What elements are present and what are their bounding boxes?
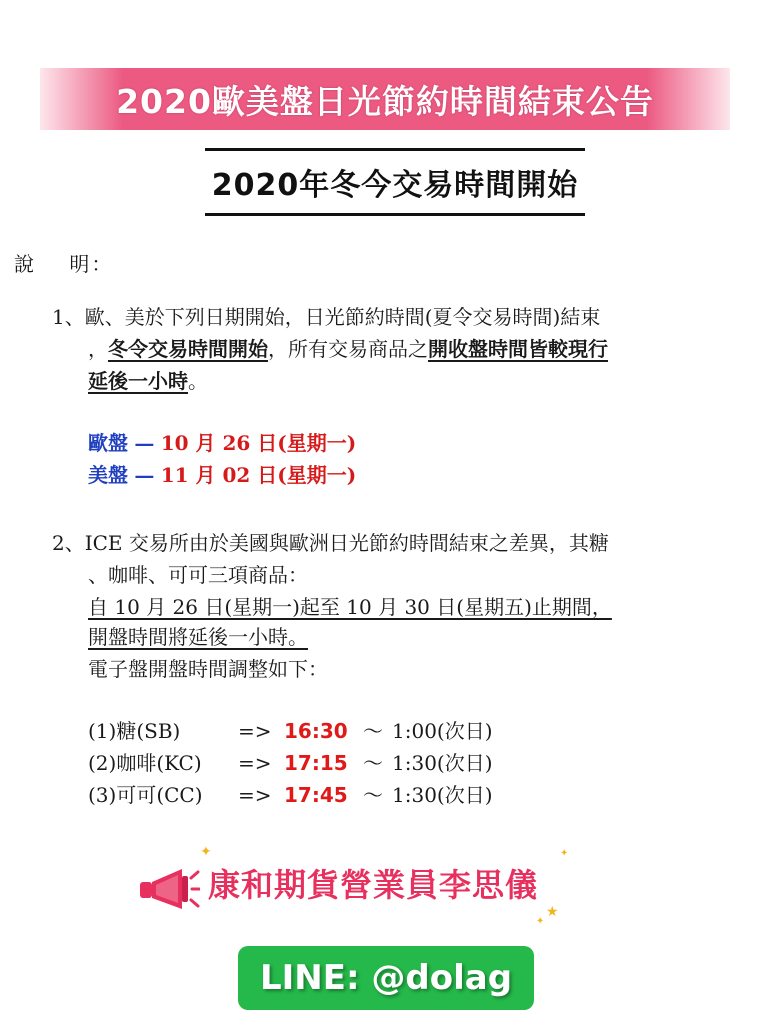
product-close-time: 1:30(次日)	[392, 783, 493, 807]
product-tilde: ～	[363, 751, 383, 775]
product-arrow: =>	[238, 783, 272, 807]
sparkle-icon: ★	[546, 904, 559, 920]
schedule-row-europe	[88, 428, 356, 458]
item1-open-close-times: 開收盤時間皆較現行	[428, 337, 608, 361]
product-tilde: ～	[363, 783, 383, 807]
item1-winter-hours-start: 冬令交易時間開始	[108, 337, 268, 361]
item1-line2-prefix: ，	[88, 337, 108, 361]
item2-line2: 、咖啡、可可三項商品：	[88, 563, 308, 587]
megaphone-icon	[138, 866, 200, 912]
sparkle-icon: ✦	[560, 848, 569, 859]
line-contact-button[interactable]	[238, 946, 534, 1010]
item1-line1: 1、歐、美於下列日期開始，日光節約時間(夏令交易時間)結束	[52, 305, 601, 329]
product-label: (3)可可(CC)	[88, 783, 203, 807]
description-label: 說 明：	[14, 252, 114, 276]
product-label: (1)糖(SB)	[88, 719, 181, 743]
product-row-sugar	[88, 716, 493, 746]
product-tilde: ～	[363, 719, 383, 743]
item1-delay-one-hour: 延後一小時	[88, 369, 188, 393]
product-open-time: 17:45	[284, 783, 348, 807]
product-arrow: =>	[238, 751, 272, 775]
item1-line2	[88, 334, 608, 364]
item2-line1: 2、ICE 交易所由於美國與歐洲日光節約時間結束之差異，其糖	[52, 531, 609, 555]
schedule-dash: —	[134, 463, 155, 487]
product-row-coffee	[88, 748, 493, 778]
item1-line3	[88, 366, 208, 396]
schedule-date: 10 月 26 日(星期一)	[160, 431, 357, 455]
banner-title: 2020歐美盤日光節約時間結束公告	[116, 81, 654, 121]
schedule-market: 歐盤	[88, 431, 128, 455]
item1-line3-end: 。	[188, 369, 208, 393]
subtitle-box	[205, 148, 585, 216]
product-open-time: 16:30	[284, 719, 348, 743]
promo-text: 康和期貨營業員李思儀	[208, 866, 539, 904]
sparkle-icon: ✦	[200, 844, 212, 860]
product-row-cocoa	[88, 780, 493, 810]
product-open-time: 17:15	[284, 751, 348, 775]
sparkle-icon: ✦	[536, 916, 545, 927]
product-close-time: 1:30(次日)	[392, 751, 493, 775]
product-label: (2)咖啡(KC)	[88, 751, 202, 775]
item2-line5: 電子盤開盤時間調整如下：	[88, 657, 328, 681]
line-contact-label: LINE: @dolag	[259, 958, 513, 998]
item2-line3: 自 10 月 26 日(星期一)起至 10 月 30 日(星期五)止期間，	[88, 595, 612, 619]
schedule-date: 11 月 02 日(星期一)	[160, 463, 357, 487]
announcement-banner	[40, 68, 730, 130]
schedule-dash: —	[134, 431, 155, 455]
product-close-time: 1:00(次日)	[392, 719, 493, 743]
promo-section	[138, 846, 578, 926]
item1-line2-mid: ，所有交易商品之	[268, 337, 428, 361]
schedule-market: 美盤	[88, 463, 128, 487]
subtitle: 2020年冬今交易時間開始	[211, 168, 579, 203]
product-arrow: =>	[238, 719, 272, 743]
item2-line4: 開盤時間將延後一小時。	[88, 625, 308, 649]
schedule-row-us	[88, 460, 356, 490]
